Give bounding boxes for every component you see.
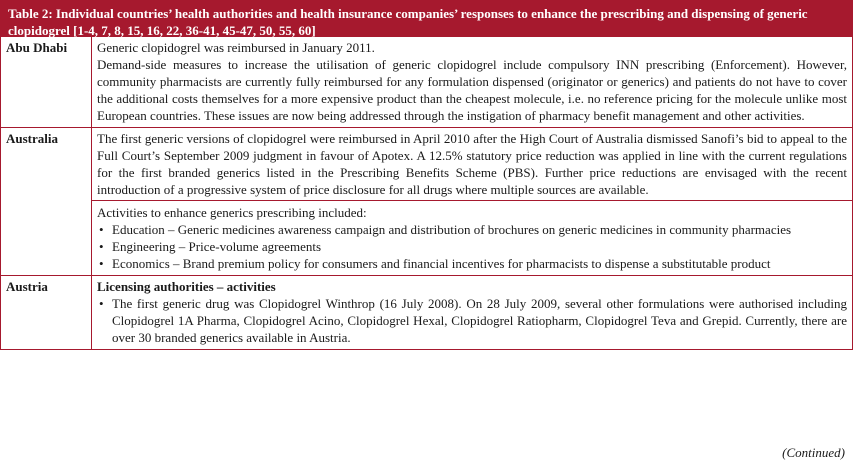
subheading: Licensing authorities – activities <box>97 279 276 294</box>
content-cell <box>92 276 853 350</box>
divider <box>92 200 852 201</box>
country-cell: Abu Dhabi <box>1 37 92 128</box>
list-item: • Education – Generic medicines awareness campaign and distribution of brochures on generic medicines in community pharmacies <box>112 221 847 238</box>
table-caption: Table 2: Individual countries’ health authorities and health insurance companies’ responses to enhance the prescribing and dispensing of generic clopidogrel [1-4, 7, 8, 15, 16, 22, 36-41, 45-47, 50, 55, 60] <box>0 0 853 36</box>
paragraph: Demand-side measures to increase the utilisation of generic clopidogrel include compulsory INN prescribing (Enforcement). However, community pharmacists are currently fully reimbursed for any formulation dispensed (originator or generics) and patients do not have to cover the additional costs themselves for a more expensive product than the cheapest molecule, i.e. no reference pricing for the molecule unlike most European countries. These issues are now being addressed through the instigation of pharmacy benefit management and other activities. <box>97 57 847 123</box>
content-cell <box>92 128 853 276</box>
table-row <box>1 128 853 276</box>
countries-table <box>0 36 853 350</box>
list-item: • Economics – Brand premium policy for consumers and financial incentives for pharmacists to dispense a substitutable product <box>112 255 847 272</box>
list-item: • The first generic drug was Clopidogrel Winthrop (16 July 2008). On 28 July 2009, several other formulations were authorised including Clopidogrel 1A Pharma, Clopidogrel Acino, Clopidogrel Hexal, Clopidogrel Ratiopharm, Clopidogrel Teva and Grepid. Currently, there are over 30 branded generics available in Austria. <box>112 295 847 346</box>
bullet-list <box>97 221 847 272</box>
list-intro: Activities to enhance generics prescribing included: <box>97 205 367 220</box>
paragraph: The first generic versions of clopidogrel were reimbursed in April 2010 after the High Court of Australia dismissed Sanofi’s bid to appeal to the Full Court’s September 2009 judgment in favour of Apotex. A 12.5% statutory price reduction was applied in line with the current regulations for the first branded generics listed in the Prescribing Benefits Scheme (PBS). Further price reductions are envisaged with the recent introduction of a progressive system of price disclosure for all drugs where multiple sources are available. <box>97 131 847 197</box>
country-cell: Austria <box>1 276 92 350</box>
table-row <box>1 276 853 350</box>
bullet-list <box>97 295 847 346</box>
paragraph: Generic clopidogrel was reimbursed in January 2011. <box>97 40 375 55</box>
table-row <box>1 37 853 128</box>
continued-label: (Continued) <box>782 445 845 460</box>
country-cell: Australia <box>1 128 92 276</box>
list-item: • Engineering – Price-volume agreements <box>112 238 847 255</box>
content-cell <box>92 37 853 128</box>
